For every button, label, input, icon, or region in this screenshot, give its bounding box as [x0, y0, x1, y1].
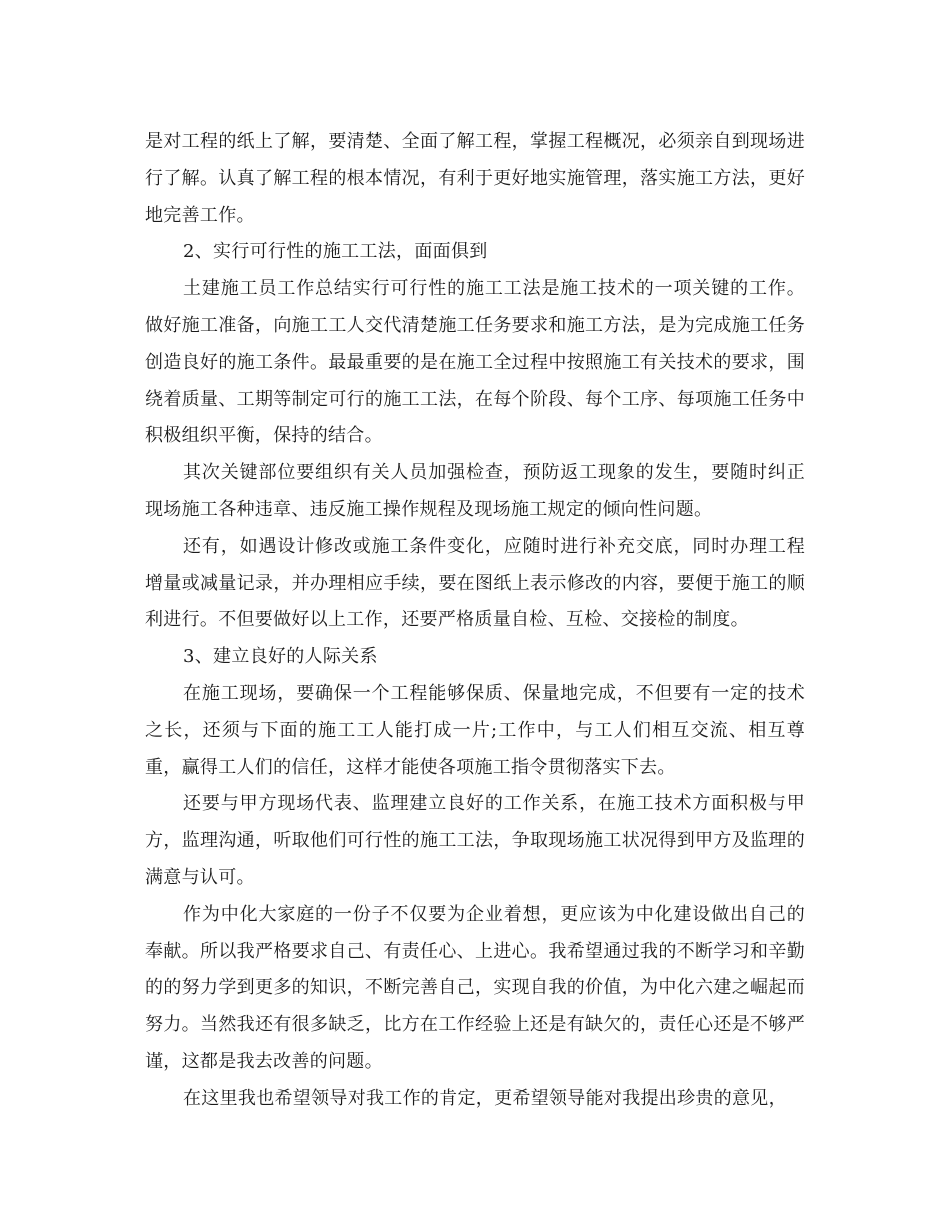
paragraph-self-improvement: 作为中化大家庭的一份子不仅要为企业着想，更应该为中化建设做出自己的奉献。所以我严格要求自己、有责任心、上进心。我希望通过我的不断学习和辛勤的的努力学到更多的知识，不断完善自己，实现自我的价值，为中化六建之崛起而努力。当然我还有很多缺乏，比方在工作经验上还是有缺欠的，责任心还是不够严谨，这都是我去改善的问题。 [145, 903, 805, 1072]
heading-feasible-construction-method: 2、实行可行性的施工工法，面面俱到 [183, 241, 488, 263]
document-page [145, 124, 805, 1118]
paragraph-key-inspection: 其次关键部位要组织有关人员加强检查，预防返工现象的发生，要随时纠正现场施工各种违章、违反施工操作规程及现场施工规定的倾向性问题。 [145, 462, 805, 520]
paragraph-site-workers: 在施工现场，要确保一个工程能够保质、保量地完成，不但要有一定的技术之长，还须与下面的施工工人能打成一片;工作中，与工人们相互交流、相互尊重，赢得工人们的信任，这样才能使各项施工指令贯彻落实下去。 [145, 682, 805, 778]
paragraph-leadership-feedback: 在这里我也希望领导对我工作的肯定，更希望领导能对我提出珍贵的意见， [183, 1087, 787, 1109]
paragraph-client-supervision: 还要与甲方现场代表、监理建立良好的工作关系，在施工技术方面积极与甲方，监理沟通，听取他们可行性的施工工法，争取现场施工状况得到甲方及监理的满意与认可。 [145, 793, 805, 888]
heading-interpersonal-relations: 3、建立良好的人际关系 [183, 646, 378, 668]
paragraph-feasible-construction-method: 土建施工员工作总结实行可行性的施工工法是施工技术的一项关键的工作。做好施工准备，向施工工人交代清楚施工任务要求和施工方法，是为完成施工任务创造良好的施工条件。最最重要的是在施工全过程中按照施工有关技术的要求，围绕着质量、工期等制定可行的施工工法，在每个阶段、每个工序、每项施工任务中积极组织平衡，保持的结合。 [145, 278, 805, 447]
paragraph-design-change: 还有，如遇设计修改或施工条件变化，应随时进行补充交底，同时办理工程增量或减量记录，并办理相应手续，要在图纸上表示修改的内容，要便于施工的顺利进行。不但要做好以上工作，还要严格质量自检、互检、交接检的制度。 [145, 535, 805, 631]
paragraph-engineering-understanding: 是对工程的纸上了解，要清楚、全面了解工程，掌握工程概况，必须亲自到现场进行了解。认真了解工程的根本情况，有利于更好地实施管理，落实施工方法，更好地完善工作。 [145, 131, 805, 226]
